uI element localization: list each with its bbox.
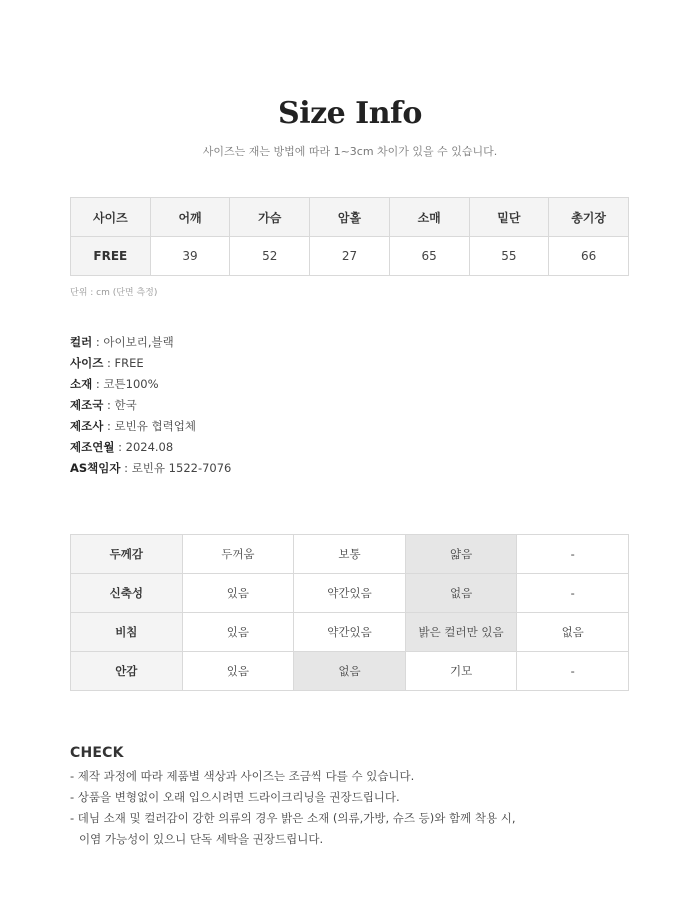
property-label: 비침 xyxy=(71,613,183,652)
property-option: 약간있음 xyxy=(294,613,406,652)
detail-value: : FREE xyxy=(103,356,144,370)
property-option: - xyxy=(517,535,629,574)
detail-label: 소재 xyxy=(70,377,93,391)
detail-country xyxy=(70,397,231,418)
property-option: - xyxy=(517,652,629,691)
detail-label: AS책임자 xyxy=(70,461,121,475)
property-row-stretch xyxy=(71,574,629,613)
property-label: 두께감 xyxy=(71,535,183,574)
detail-as-contact xyxy=(70,460,231,481)
size-header-cell: 사이즈 xyxy=(71,198,151,237)
property-option: 없음 xyxy=(294,652,406,691)
detail-label: 제조사 xyxy=(70,419,104,433)
property-option: 있음 xyxy=(182,652,294,691)
size-row-label: FREE xyxy=(71,237,151,276)
detail-value: : 아이보리,블랙 xyxy=(92,335,174,349)
detail-value: : 한국 xyxy=(103,398,137,412)
size-value-cell: 55 xyxy=(469,237,549,276)
property-option: 두꺼움 xyxy=(182,535,294,574)
size-table xyxy=(70,197,629,276)
detail-manufacturer xyxy=(70,418,231,439)
property-option: 보통 xyxy=(294,535,406,574)
size-header-cell: 가슴 xyxy=(230,198,310,237)
size-value-cell: 27 xyxy=(310,237,390,276)
detail-size xyxy=(70,355,231,376)
detail-value: : 로빈유 1522-7076 xyxy=(120,461,232,475)
check-list xyxy=(70,767,516,851)
size-value-cell: 39 xyxy=(150,237,230,276)
check-line: - 제작 과정에 따라 제품별 색상과 사이즈는 조금씩 다를 수 있습니다. xyxy=(70,769,415,783)
size-table-header-row xyxy=(71,198,629,237)
property-row-thickness xyxy=(71,535,629,574)
size-header-cell: 어깨 xyxy=(150,198,230,237)
size-header-cell: 소매 xyxy=(389,198,469,237)
detail-material xyxy=(70,376,231,397)
property-option: 밝은 컬러만 있음 xyxy=(405,613,517,652)
size-table-row xyxy=(71,237,629,276)
detail-label: 컬러 xyxy=(70,335,93,349)
property-option: 있음 xyxy=(182,613,294,652)
check-line: - 상품을 변형없이 오래 입으시려면 드라이크리닝을 권장드립니다. xyxy=(70,790,400,804)
property-row-lining xyxy=(71,652,629,691)
check-line: 이염 가능성이 있으니 단독 세탁을 권장드립니다. xyxy=(79,832,324,846)
size-value-cell: 65 xyxy=(389,237,469,276)
product-details xyxy=(70,334,231,481)
detail-value: : 로빈유 협력업체 xyxy=(103,419,196,433)
page-title: Size Info xyxy=(278,96,422,131)
check-title: CHECK xyxy=(70,745,124,761)
property-option: - xyxy=(517,574,629,613)
detail-label: 사이즈 xyxy=(70,356,104,370)
detail-label: 제조연월 xyxy=(70,440,115,454)
property-option: 얇음 xyxy=(405,535,517,574)
size-header-cell: 밑단 xyxy=(469,198,549,237)
unit-note: 단위 : cm (단면 측정) xyxy=(70,288,158,298)
size-header-cell: 총기장 xyxy=(549,198,629,237)
property-option: 없음 xyxy=(517,613,629,652)
page-subtitle: 사이즈는 재는 방법에 따라 1~3cm 차이가 있을 수 있습니다. xyxy=(202,145,498,158)
property-option: 없음 xyxy=(405,574,517,613)
detail-label: 제조국 xyxy=(70,398,104,412)
check-line: - 데님 소재 및 컬러감이 강한 의류의 경우 밝은 소재 (의류,가방, 슈즈 등)와 함께 착용 시, xyxy=(70,811,516,825)
detail-value: : 2024.08 xyxy=(114,440,174,454)
property-option: 약간있음 xyxy=(294,574,406,613)
size-header-cell: 암홀 xyxy=(310,198,390,237)
property-label: 안감 xyxy=(71,652,183,691)
detail-value: : 코튼100% xyxy=(92,377,159,391)
detail-manufacture-date xyxy=(70,439,231,460)
size-value-cell: 66 xyxy=(549,237,629,276)
detail-color xyxy=(70,334,231,355)
property-option: 기모 xyxy=(405,652,517,691)
property-row-sheerness xyxy=(71,613,629,652)
property-option: 있음 xyxy=(182,574,294,613)
property-label: 신축성 xyxy=(71,574,183,613)
size-value-cell: 52 xyxy=(230,237,310,276)
fabric-properties-table xyxy=(70,534,629,691)
